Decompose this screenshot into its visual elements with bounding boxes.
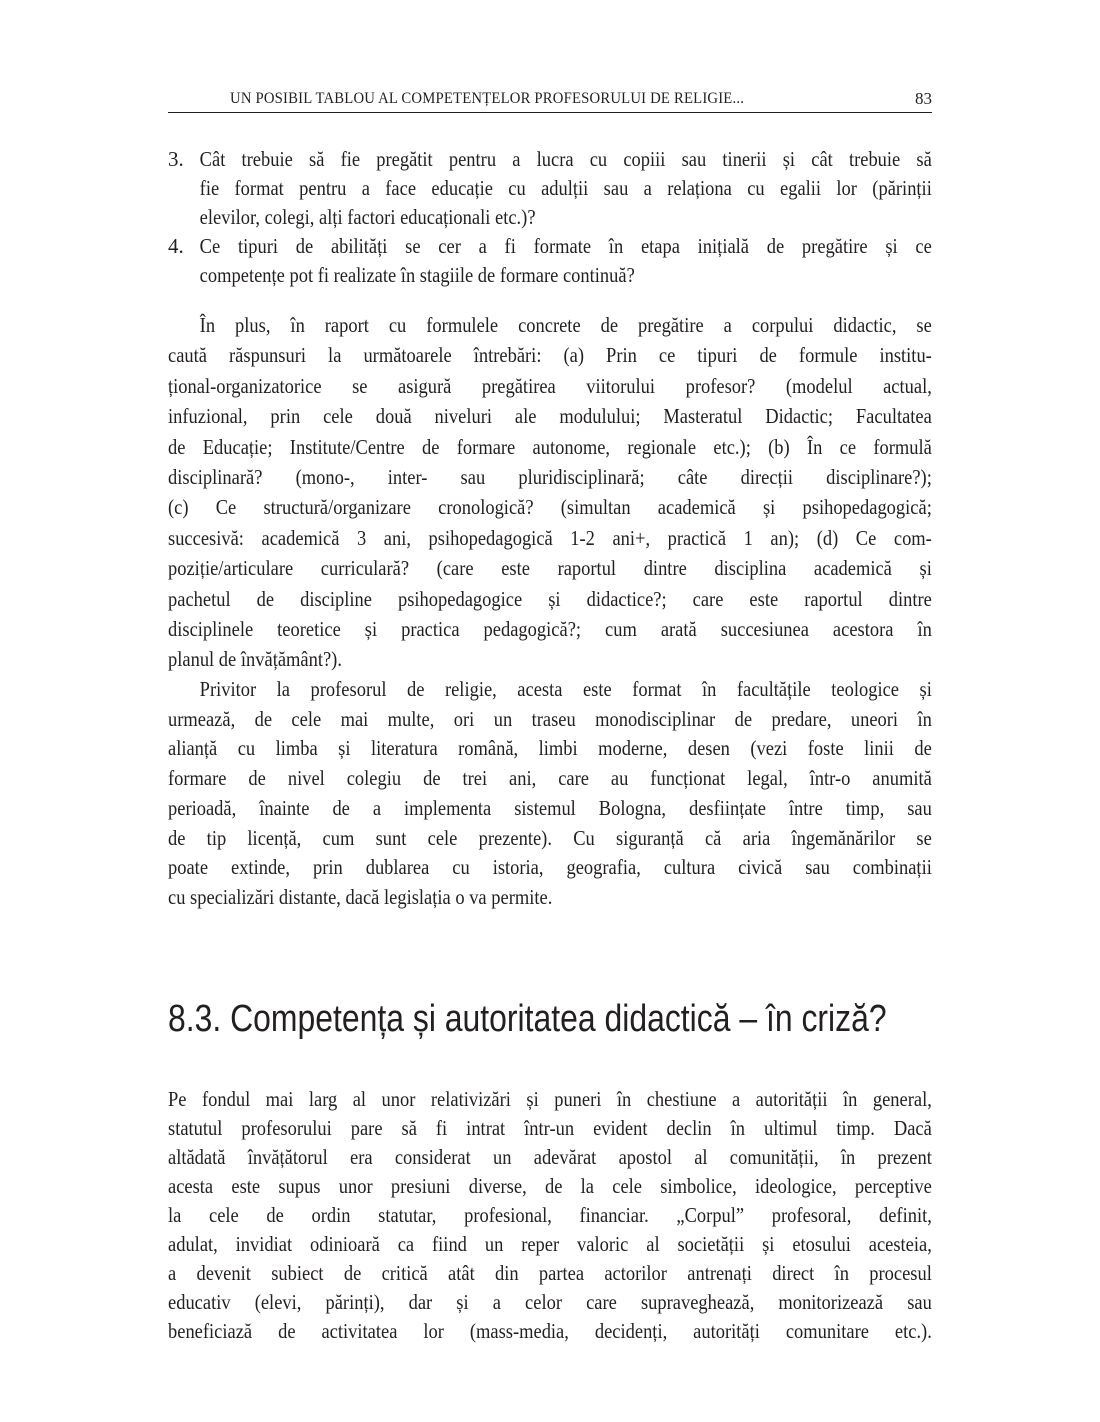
text-line (168, 232, 932, 261)
text-line-content: acesta este supus unor presiuni diverse, de la cele simbolice, ideologice, perceptive (168, 1174, 932, 1198)
text-line (168, 1230, 932, 1259)
text-line (168, 371, 932, 401)
text-line-content: de Educație; Institute/Centre de formare autonome, regionale etc.); (b) În ce formulă (168, 434, 932, 459)
text-line (168, 824, 932, 854)
paragraph-religion-teacher (168, 675, 932, 913)
text-line-content: infuzional, prin cele două niveluri ale modulului; Masteratul Didactic; Facultatea (168, 404, 932, 429)
text-line-content: la cele de ordin statutar, profesional, financiar. „Corpul” profesoral, definit, (168, 1203, 932, 1227)
text-line-content: de tip licență, cum sunt cele prezente). Cu siguranță că aria îngemănărilor se (168, 825, 932, 850)
text-line-content: (c) Ce structură/organizare cronologică? (simultan academică și psihopedagogică; (168, 495, 932, 520)
text-line-content: țional-organizatorice se asigură pregătirea viitorului profesor? (modelul actual, (168, 373, 932, 398)
text-line (168, 203, 932, 232)
text-line (168, 644, 932, 674)
text-line-content: succesivă: academică 3 ani, psihopedagogică 1-2 ani+, practică 1 an); (d) Ce com- (168, 525, 932, 550)
text-line (168, 764, 932, 794)
text-line (168, 1085, 932, 1114)
text-line (168, 883, 932, 913)
text-line-content: planul de învățământ?). (168, 647, 342, 672)
text-line-content: elevilor, colegi, alți factori educaționali etc.)? (199, 205, 536, 229)
running-title: UN POSIBIL TABLOU AL COMPETENȚELOR PROFESORULUI DE RELIGIE... (230, 90, 745, 107)
text-line (168, 310, 932, 340)
page-number: 83 (915, 89, 932, 108)
text-line (168, 261, 932, 290)
text-line-content: caută răspunsuri la următoarele întrebări: (a) Prin ce tipuri de formule institu- (168, 343, 932, 368)
text-line-content: urmează, de cele mai multe, ori un traseu monodisciplinar de predare, uneori în (168, 706, 932, 731)
text-line (168, 614, 932, 644)
text-line (168, 1172, 932, 1201)
text-line (168, 675, 932, 705)
text-line-content: cu specializări distante, dacă legislația o va permite. (168, 884, 553, 909)
text-line (168, 492, 932, 522)
text-line (168, 174, 932, 203)
text-line-content: alianță cu limba și literatura română, limbi moderne, desen (vezi foste linii de (168, 736, 932, 761)
text-line (168, 523, 932, 553)
text-line-content: Ce tipuri de abilități se cer a fi formate în etapa inițială de pregătire și ce (199, 234, 932, 258)
text-line-content: În plus, în raport cu formulele concrete de pregătire a corpului didactic, se (199, 313, 932, 337)
text-line-content: competențe pot fi realizate în stagiile de formare continuă? (199, 263, 635, 287)
text-line-content: adulat, invidiat odinioară ca fiind un reper valoric al societății și etosului acesteia, (168, 1232, 932, 1256)
text-line-content: Privitor la profesorul de religie, acesta este format în facultățile teologice și (199, 677, 932, 701)
question-list (168, 145, 932, 290)
text-line-content: statutul profesorului pare să fi intrat într-un evident declin în ultimul timp. Dacă (168, 1116, 932, 1140)
list-number: 3. (168, 147, 184, 171)
paragraph-authority-crisis (168, 1085, 932, 1346)
text-line-content: Cât trebuie să fie pregătit pentru a lucra cu copiii sau tinerii și cât trebuie să (199, 147, 932, 171)
text-line (168, 853, 932, 883)
text-line (168, 1201, 932, 1230)
text-line-content: pachetul de discipline psihopedagogice și didactice?; care este raportul dintre (168, 586, 932, 611)
text-line-content: Pe fondul mai larg al unor relativizări și puneri în chestiune a autorității în general, (168, 1087, 932, 1111)
text-line (168, 401, 932, 431)
text-line-content: perioadă, înainte de a implementa sistemul Bologna, desființate între timp, sau (168, 795, 932, 820)
text-line-content: beneficiază de activitatea lor (mass-media, decidenți, autorități comunitare etc.). (168, 1319, 932, 1343)
text-line (168, 340, 932, 370)
text-line-content: a devenit subiect de critică atât din partea actorilor antrenați direct în procesul (168, 1261, 932, 1285)
text-line (168, 145, 932, 174)
text-line-content: formare de nivel colegiu de trei ani, care au funcționat legal, într-o anumită (168, 766, 932, 791)
paragraph-training-questions (168, 310, 932, 675)
running-header (168, 86, 932, 113)
text-line (168, 1259, 932, 1288)
text-line-content: educativ (elevi, părinți), dar și a celor care supraveghează, monitorizează sau (168, 1290, 932, 1314)
text-line (168, 1288, 932, 1317)
text-line-content: poziție/articulare curriculară? (care este raportul dintre disciplina academică și (168, 556, 932, 581)
text-line-content: disciplinele teoretice și practica pedagogică?; cum arată succesiunea acestora în (168, 617, 932, 642)
text-line (168, 734, 932, 764)
text-line (168, 1114, 932, 1143)
text-line-content: poate extinde, prin dublarea cu istoria, geografia, cultura civică sau combinații (168, 855, 932, 880)
text-line (168, 705, 932, 735)
text-line (168, 462, 932, 492)
text-line (168, 1143, 932, 1172)
text-line-content: fie format pentru a face educație cu adulții sau a relaționa cu egalii lor (părinții (199, 176, 932, 200)
text-line (168, 432, 932, 462)
text-line (168, 1317, 932, 1346)
text-line (168, 584, 932, 614)
text-line-content: altădată învățătorul era considerat un adevărat apostol al comunității, în prezent (168, 1145, 932, 1169)
list-number: 4. (168, 234, 184, 258)
section-heading: 8.3. Competența și autoritatea didactică – în criză? (168, 998, 887, 1040)
text-line (168, 794, 932, 824)
text-line-content: disciplinară? (mono-, inter- sau pluridisciplinară; câte direcții disciplinare?); (168, 465, 932, 490)
text-line (168, 553, 932, 583)
